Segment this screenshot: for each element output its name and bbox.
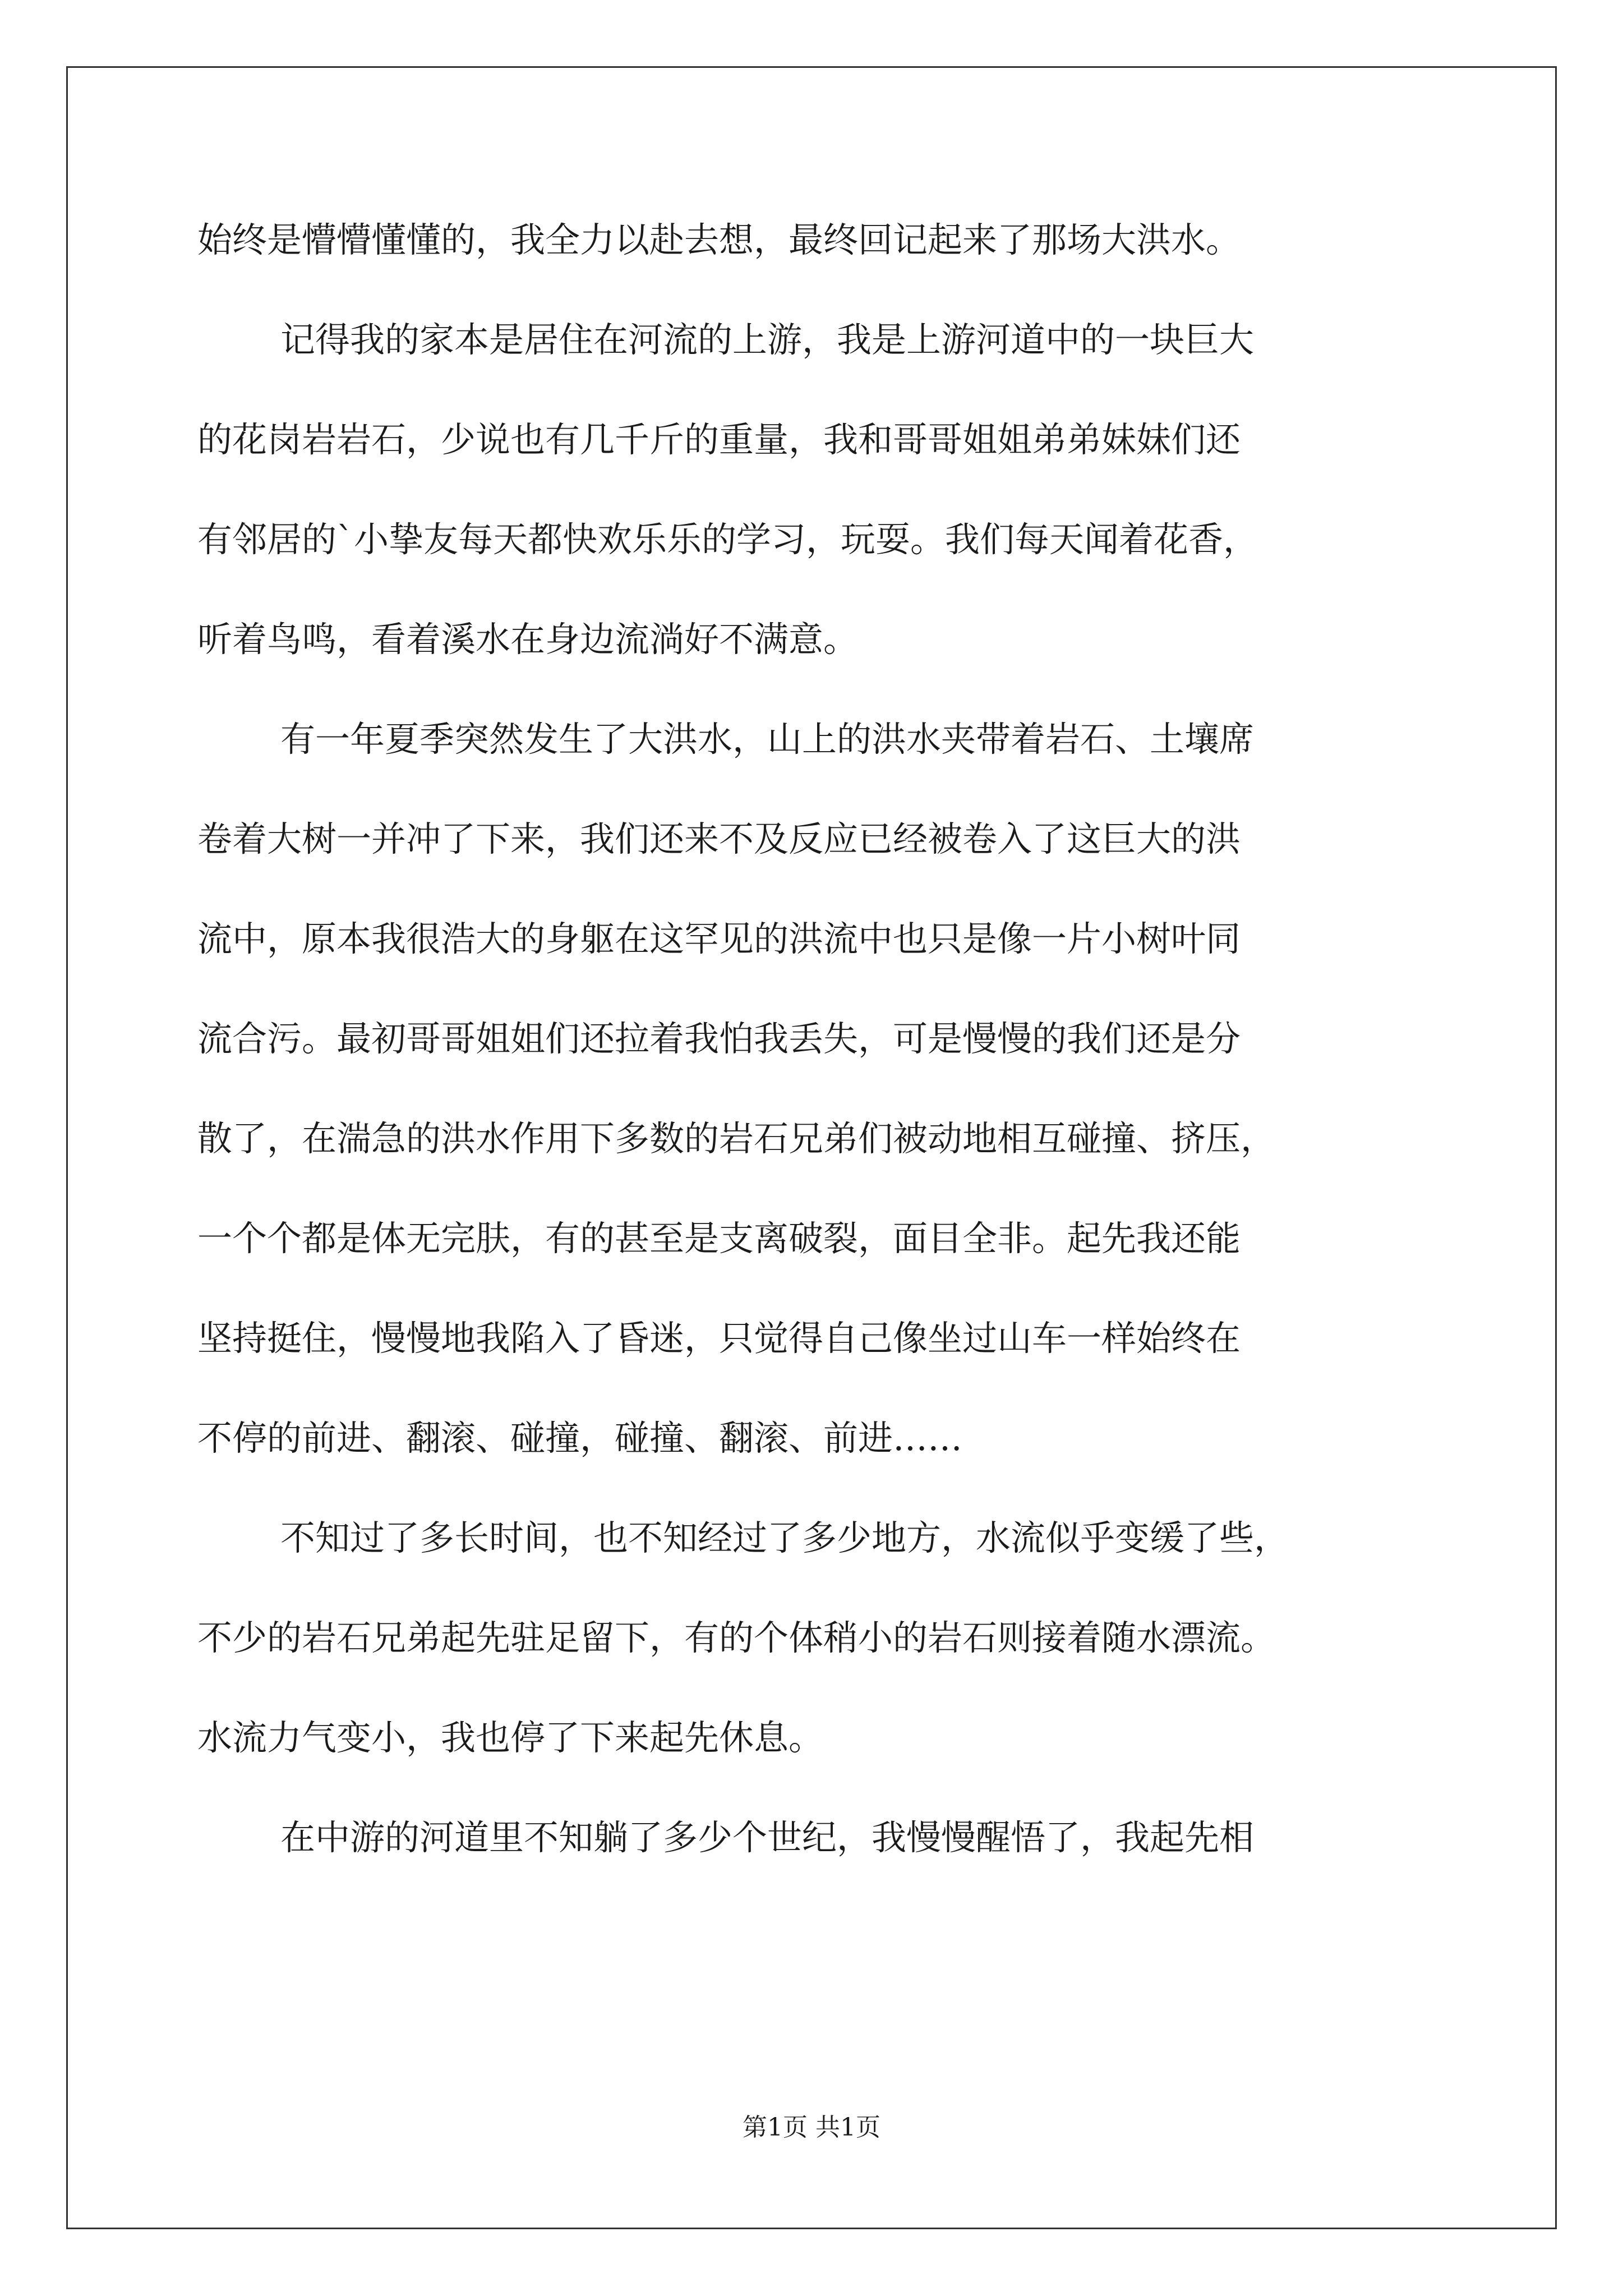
- text-line: 不知过了多长时间，也不知经过了多少地方，水流似乎变缓了些，: [280, 1517, 1289, 1558]
- text-line: 流合污。最初哥哥姐姐们还拉着我怕我丢失，可是慢慢的我们还是分: [197, 1018, 1241, 1059]
- text-line: 不少的岩石兄弟起先驻足留下，有的个体稍小的岩石则接着随水漂流。: [197, 1617, 1276, 1658]
- text-line: 散了，在湍急的洪水作用下多数的岩石兄弟们被动地相互碰撞、挤压，: [197, 1118, 1276, 1159]
- text-line: 听着鸟鸣，看着溪水在身边流淌好不满意。: [197, 619, 859, 660]
- text-line: 水流力气变小，我也停了下来起先休息。: [197, 1717, 824, 1758]
- text-line: 流中，原本我很浩大的身躯在这罕见的洪流中也只是像一片小树叶同: [197, 918, 1241, 959]
- text-line: 有一年夏季突然发生了大洪水，山上的洪水夹带着岩石、土壤席: [280, 719, 1255, 760]
- text-line: 的花岗岩岩石，少说也有几千斤的重量，我和哥哥姐姐弟弟妹妹们还: [197, 419, 1241, 460]
- text-line: 始终是懵懵懂懂的，我全力以赴去想，最终回记起来了那场大洪水。: [197, 219, 1241, 260]
- document-body: [197, 206, 1454, 1904]
- text-line: 记得我的家本是居住在河流的上游，我是上游河道中的一块巨大: [280, 319, 1255, 360]
- text-line: 有邻居的`小挚友每天都快欢乐乐的学习，玩耍。我们每天闻着花香，: [197, 519, 1258, 560]
- text-line: 不停的前进、翻滚、碰撞，碰撞、翻滚、前进……: [197, 1418, 963, 1458]
- page-footer: 第1页 共1页: [743, 2113, 880, 2142]
- text-line: 一个个都是体无完肤，有的甚至是支离破裂，面目全非。起先我还能: [197, 1218, 1241, 1259]
- text-line: 坚持挺住，慢慢地我陷入了昏迷，只觉得自己像坐过山车一样始终在: [197, 1318, 1241, 1359]
- text-line: 在中游的河道里不知躺了多少个世纪，我慢慢醒悟了，我起先相: [280, 1817, 1255, 1858]
- text-line: 卷着大树一并冲了下来，我们还来不及反应已经被卷入了这巨大的洪: [197, 818, 1241, 859]
